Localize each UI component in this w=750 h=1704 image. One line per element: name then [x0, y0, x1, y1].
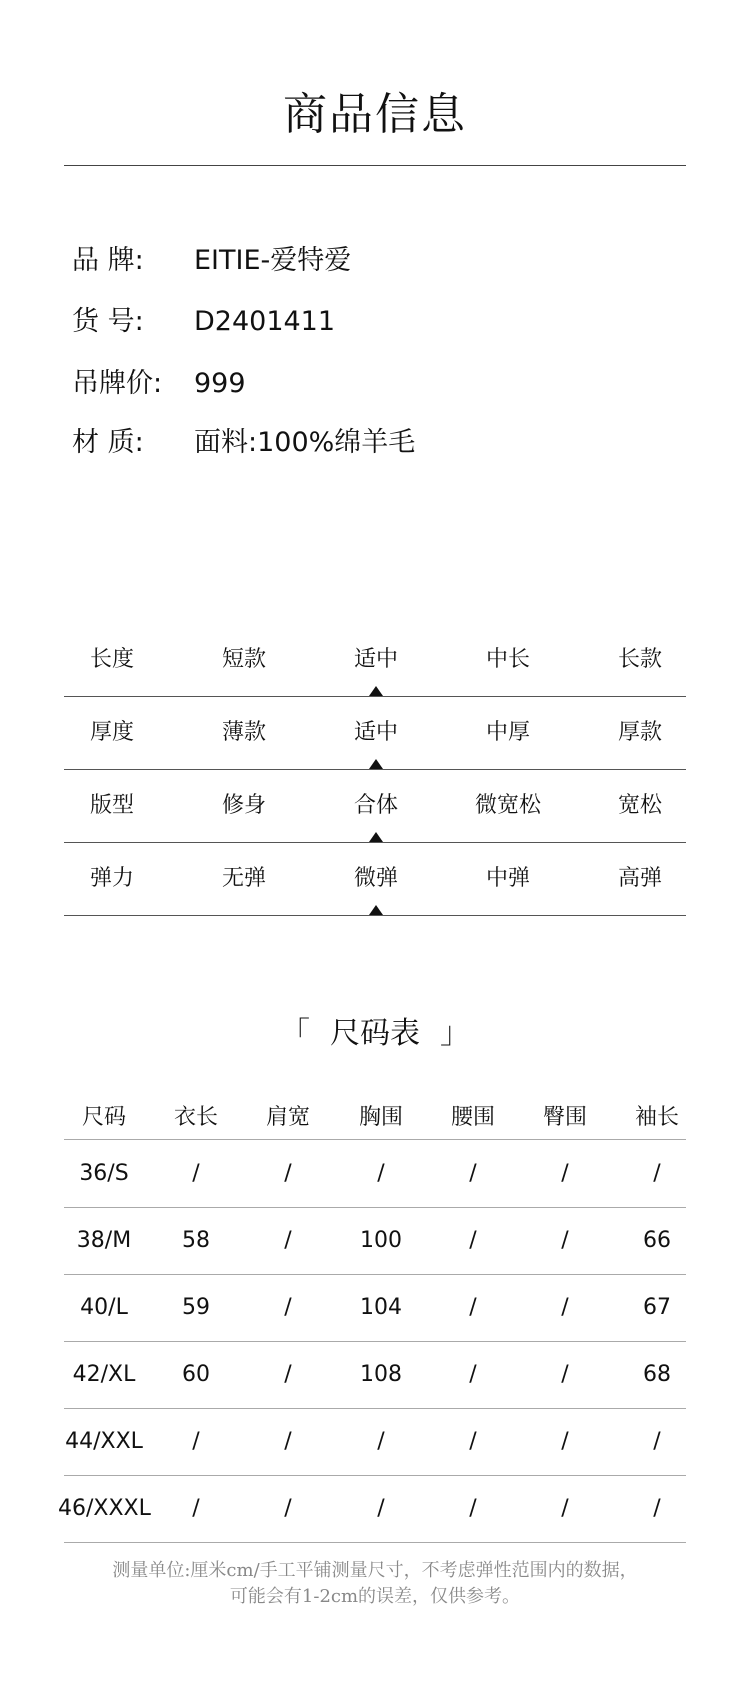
attribute-name: 厚度	[89, 720, 134, 745]
table-row	[64, 1342, 686, 1409]
selected-marker-icon	[369, 905, 383, 915]
page-title: 商品信息	[283, 89, 467, 140]
left-bracket: 「	[280, 1016, 310, 1051]
table-cell: 59	[182, 1295, 210, 1320]
attribute-row-length	[64, 624, 686, 697]
attribute-option: 短款	[221, 647, 266, 672]
attribute-row-elasticity	[64, 843, 686, 916]
table-cell: /	[561, 1496, 569, 1521]
table-cell: 66	[643, 1228, 671, 1253]
table-row	[64, 1409, 686, 1476]
table-row	[64, 1208, 686, 1275]
attribute-row-thickness	[64, 697, 686, 770]
table-cell: /	[284, 1362, 292, 1387]
size-header-cell: 尺码	[81, 1105, 126, 1130]
size-header-cell: 肩宽	[265, 1105, 310, 1130]
table-cell: /	[377, 1161, 385, 1186]
selected-marker-icon	[369, 686, 383, 696]
table-cell: /	[284, 1228, 292, 1253]
table-cell: /	[653, 1161, 661, 1186]
row-divider	[64, 1139, 686, 1140]
table-cell: /	[561, 1295, 569, 1320]
info-value: D2401411	[194, 306, 336, 337]
table-cell: /	[284, 1161, 292, 1186]
info-value: EITIE-爱特爱	[194, 245, 352, 276]
size-table-title	[0, 1008, 750, 1052]
info-label: 货 号:	[72, 306, 144, 337]
table-cell: /	[284, 1295, 292, 1320]
table-cell: /	[469, 1228, 477, 1253]
table-cell: 68	[643, 1362, 671, 1387]
table-cell: 60	[182, 1362, 210, 1387]
selected-marker-icon	[369, 759, 383, 769]
table-cell: /	[192, 1429, 200, 1454]
size-header-cell: 胸围	[358, 1105, 403, 1130]
attribute-option: 适中	[353, 647, 398, 672]
row-divider	[64, 915, 686, 916]
table-cell: 42/XL	[72, 1362, 136, 1387]
table-cell: /	[469, 1295, 477, 1320]
table-row	[64, 1141, 686, 1208]
size-header-cell: 腰围	[450, 1105, 495, 1130]
table-cell: /	[561, 1161, 569, 1186]
attribute-option: 长款	[617, 647, 662, 672]
table-cell: 44/XXL	[65, 1429, 143, 1454]
table-cell: /	[561, 1362, 569, 1387]
attribute-option: 修身	[221, 793, 266, 818]
info-label: 品 牌:	[72, 245, 144, 276]
table-cell: /	[653, 1496, 661, 1521]
table-cell: /	[469, 1362, 477, 1387]
title-divider	[64, 165, 686, 166]
table-cell: /	[192, 1496, 200, 1521]
table-cell: 38/M	[76, 1228, 132, 1253]
table-cell: /	[469, 1429, 477, 1454]
note-line: 测量单位:厘米cm/手工平铺测量尺寸，不考虑弹性范围内的数据，	[112, 1560, 638, 1581]
size-header-cell: 衣长	[173, 1105, 218, 1130]
attribute-option: 宽松	[617, 793, 662, 818]
measurement-note	[0, 1558, 750, 1610]
table-cell: /	[192, 1161, 200, 1186]
info-value: 面料:100%绵羊毛	[194, 427, 416, 458]
attribute-option: 中长	[485, 647, 530, 672]
size-header-cell: 袖长	[634, 1105, 679, 1130]
attribute-option: 微弹	[353, 866, 398, 891]
table-cell: /	[377, 1429, 385, 1454]
info-label: 吊牌价:	[72, 368, 163, 399]
size-table-header	[64, 1096, 686, 1140]
table-cell: /	[653, 1429, 661, 1454]
table-cell: 36/S	[79, 1161, 129, 1186]
size-header-cell: 臀围	[542, 1105, 587, 1130]
table-cell: /	[561, 1429, 569, 1454]
info-label: 材 质:	[72, 427, 144, 458]
table-cell: 104	[360, 1295, 402, 1320]
table-cell: /	[469, 1496, 477, 1521]
attribute-name: 弹力	[89, 866, 134, 891]
row-divider	[64, 1542, 686, 1543]
attribute-option: 中弹	[485, 866, 530, 891]
table-row	[64, 1275, 686, 1342]
table-cell: 58	[182, 1228, 210, 1253]
attribute-option: 厚款	[617, 720, 662, 745]
attribute-option: 薄款	[221, 720, 266, 745]
attribute-name: 长度	[89, 647, 134, 672]
info-value: 999	[194, 368, 246, 399]
table-cell: 100	[360, 1228, 402, 1253]
attribute-option: 无弹	[221, 866, 266, 891]
table-cell: 40/L	[80, 1295, 128, 1320]
attribute-option: 合体	[353, 793, 398, 818]
attribute-option: 微宽松	[474, 793, 541, 818]
table-cell: /	[469, 1161, 477, 1186]
attribute-option: 高弹	[617, 866, 662, 891]
table-row	[58, 1476, 686, 1543]
table-cell: /	[284, 1429, 292, 1454]
size-table-title-text: 尺码表	[330, 1016, 420, 1051]
table-cell: /	[284, 1496, 292, 1521]
table-cell: /	[377, 1496, 385, 1521]
table-cell: 108	[360, 1362, 402, 1387]
table-cell: 67	[643, 1295, 671, 1320]
note-line: 可能会有1-2cm的误差，仅供参考。	[229, 1586, 521, 1607]
table-cell: 46/XXXL	[58, 1496, 151, 1521]
attribute-name: 版型	[89, 793, 134, 818]
attribute-row-fit	[64, 770, 686, 843]
table-cell: /	[561, 1228, 569, 1253]
attribute-option: 适中	[353, 720, 398, 745]
right-bracket: 」	[440, 1016, 470, 1051]
selected-marker-icon	[369, 832, 383, 842]
attribute-option: 中厚	[485, 720, 530, 745]
